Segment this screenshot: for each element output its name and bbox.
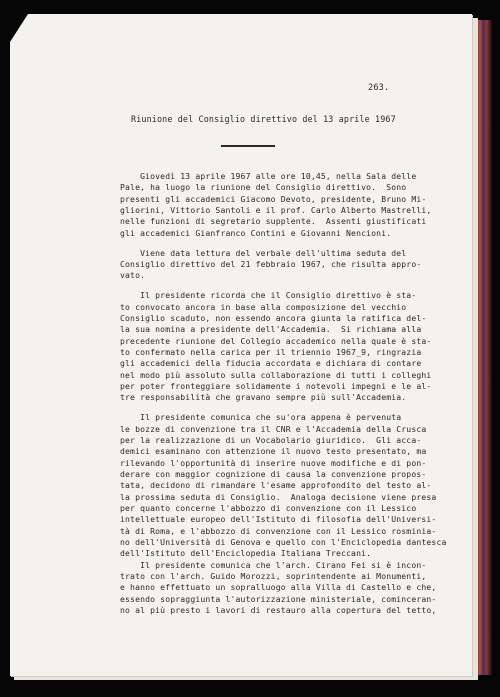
body-line: gliorini, Vittorio Santoli e il prof. Carlo Alberto Mastrelli,: [120, 205, 432, 216]
body-line: no dell'Università di Genova e quello con l'Enciclopedia dantesca: [120, 537, 447, 548]
body-line: trato con l'arch. Guido Morozzi, soprintendente ai Monumenti,: [120, 571, 427, 582]
body-line: Viene data lettura del verbale dell'ultima seduta del: [120, 247, 407, 258]
body-line: to confermato nella carica per il triennio 1967_9, ringrazia: [120, 346, 422, 357]
body-line: Pale, ha luogo la riunione del Consiglio direttivo. Sono: [120, 182, 407, 193]
title-rule: [221, 145, 275, 147]
body-line: nel modo più assoluto sulla collaborazione di tutti i colleghi: [120, 369, 432, 380]
body-line: tata, decidono di rimandare l'esame approfondito del testo al-: [120, 480, 432, 491]
body-line: tre responsabilità che gravano sempre più sull'Accademia.: [120, 392, 407, 403]
body-line: tà di Roma, e l'abbozzo di convenzione con il Lessico rosminia-: [120, 525, 437, 536]
body-line: per quanto concerne l'abbozzo di convenzione con il Lessico: [120, 502, 417, 513]
body-line: rilevando l'opportunità di inserire nuove modifiche e di pon-: [120, 457, 427, 468]
body-line: Consiglio direttivo del 21 febbraio 1967, che risulta appro-: [120, 258, 422, 269]
body-line: per poter fronteggiare solidamente i notevoli impegni e le al-: [120, 380, 432, 391]
body-line: intellettuale europeo dell'Istituto di filosofia dell'Universi-: [120, 514, 437, 525]
body-line: derare con maggior cognizione di causa la convenzione propos-: [120, 468, 427, 479]
body-line: Consiglio scaduto, non essendo ancora giunta la ratifica del-: [120, 312, 427, 323]
body-line: to convocato ancora in base alla composizione del vecchio: [120, 301, 407, 312]
body-line: presenti gli accademici Giacomo Devoto, presidente, Bruno Mi-: [120, 193, 427, 204]
body-line: la prossima seduta di Consiglio. Analoga decisione viene presa: [120, 491, 437, 502]
body-line: essendo sopraggiunta l'autorizzazione ministeriale, cominceran-: [120, 593, 437, 604]
body-line: nelle funzioni di segretario supplente. Assenti giustificati: [120, 216, 427, 227]
body-line: e hanno effettuato un sopralluogo alla Villa di Castello e che,: [120, 582, 437, 593]
body-line: Giovedì 13 aprile 1967 alle ore 10,45, nella Sala delle: [120, 171, 417, 181]
page-title: Riunione del Consiglio direttivo del 13 aprile 1967: [131, 114, 396, 124]
page-number: 263.: [368, 83, 390, 93]
body-line: la sua nomina a presidente dell'Accademia. Si richiama alla: [120, 324, 422, 335]
body-line: vato.: [120, 270, 146, 281]
body-line: Il presidente comunica che su'ora appena è pervenuta: [120, 412, 402, 423]
body-line: Il presidente comunica che l'arch. Cirano Fei si è incon-: [120, 559, 427, 570]
body-line: le bozze di convenzione tra il CNR e l'Accademia della Crusca: [120, 423, 427, 434]
body-line: demici esaminano con attenzione il nuovo testo presentato, ma: [120, 446, 427, 457]
body-line: per la realizzazione di un Vocabolario giuridico. Gli acca-: [120, 434, 422, 445]
body-line: dell'Istituto dell'Enciclopedia Italiana Treccani.: [120, 548, 372, 559]
body-line: no al più presto i lavori di restauro alla copertura del tetto,: [120, 605, 437, 616]
body-line: Il presidente ricorda che il Consiglio direttivo è sta-: [120, 290, 417, 301]
body-line: precedente riunione del Collegio accademico nella quale è sta-: [120, 335, 432, 346]
body-line: gli accademici Gianfranco Contini e Giovanni Nencioni.: [120, 227, 392, 238]
body-line: gli accademici della fiducia accordata e dichiara di contare: [120, 358, 422, 369]
page-corner-shadow: [10, 14, 28, 42]
